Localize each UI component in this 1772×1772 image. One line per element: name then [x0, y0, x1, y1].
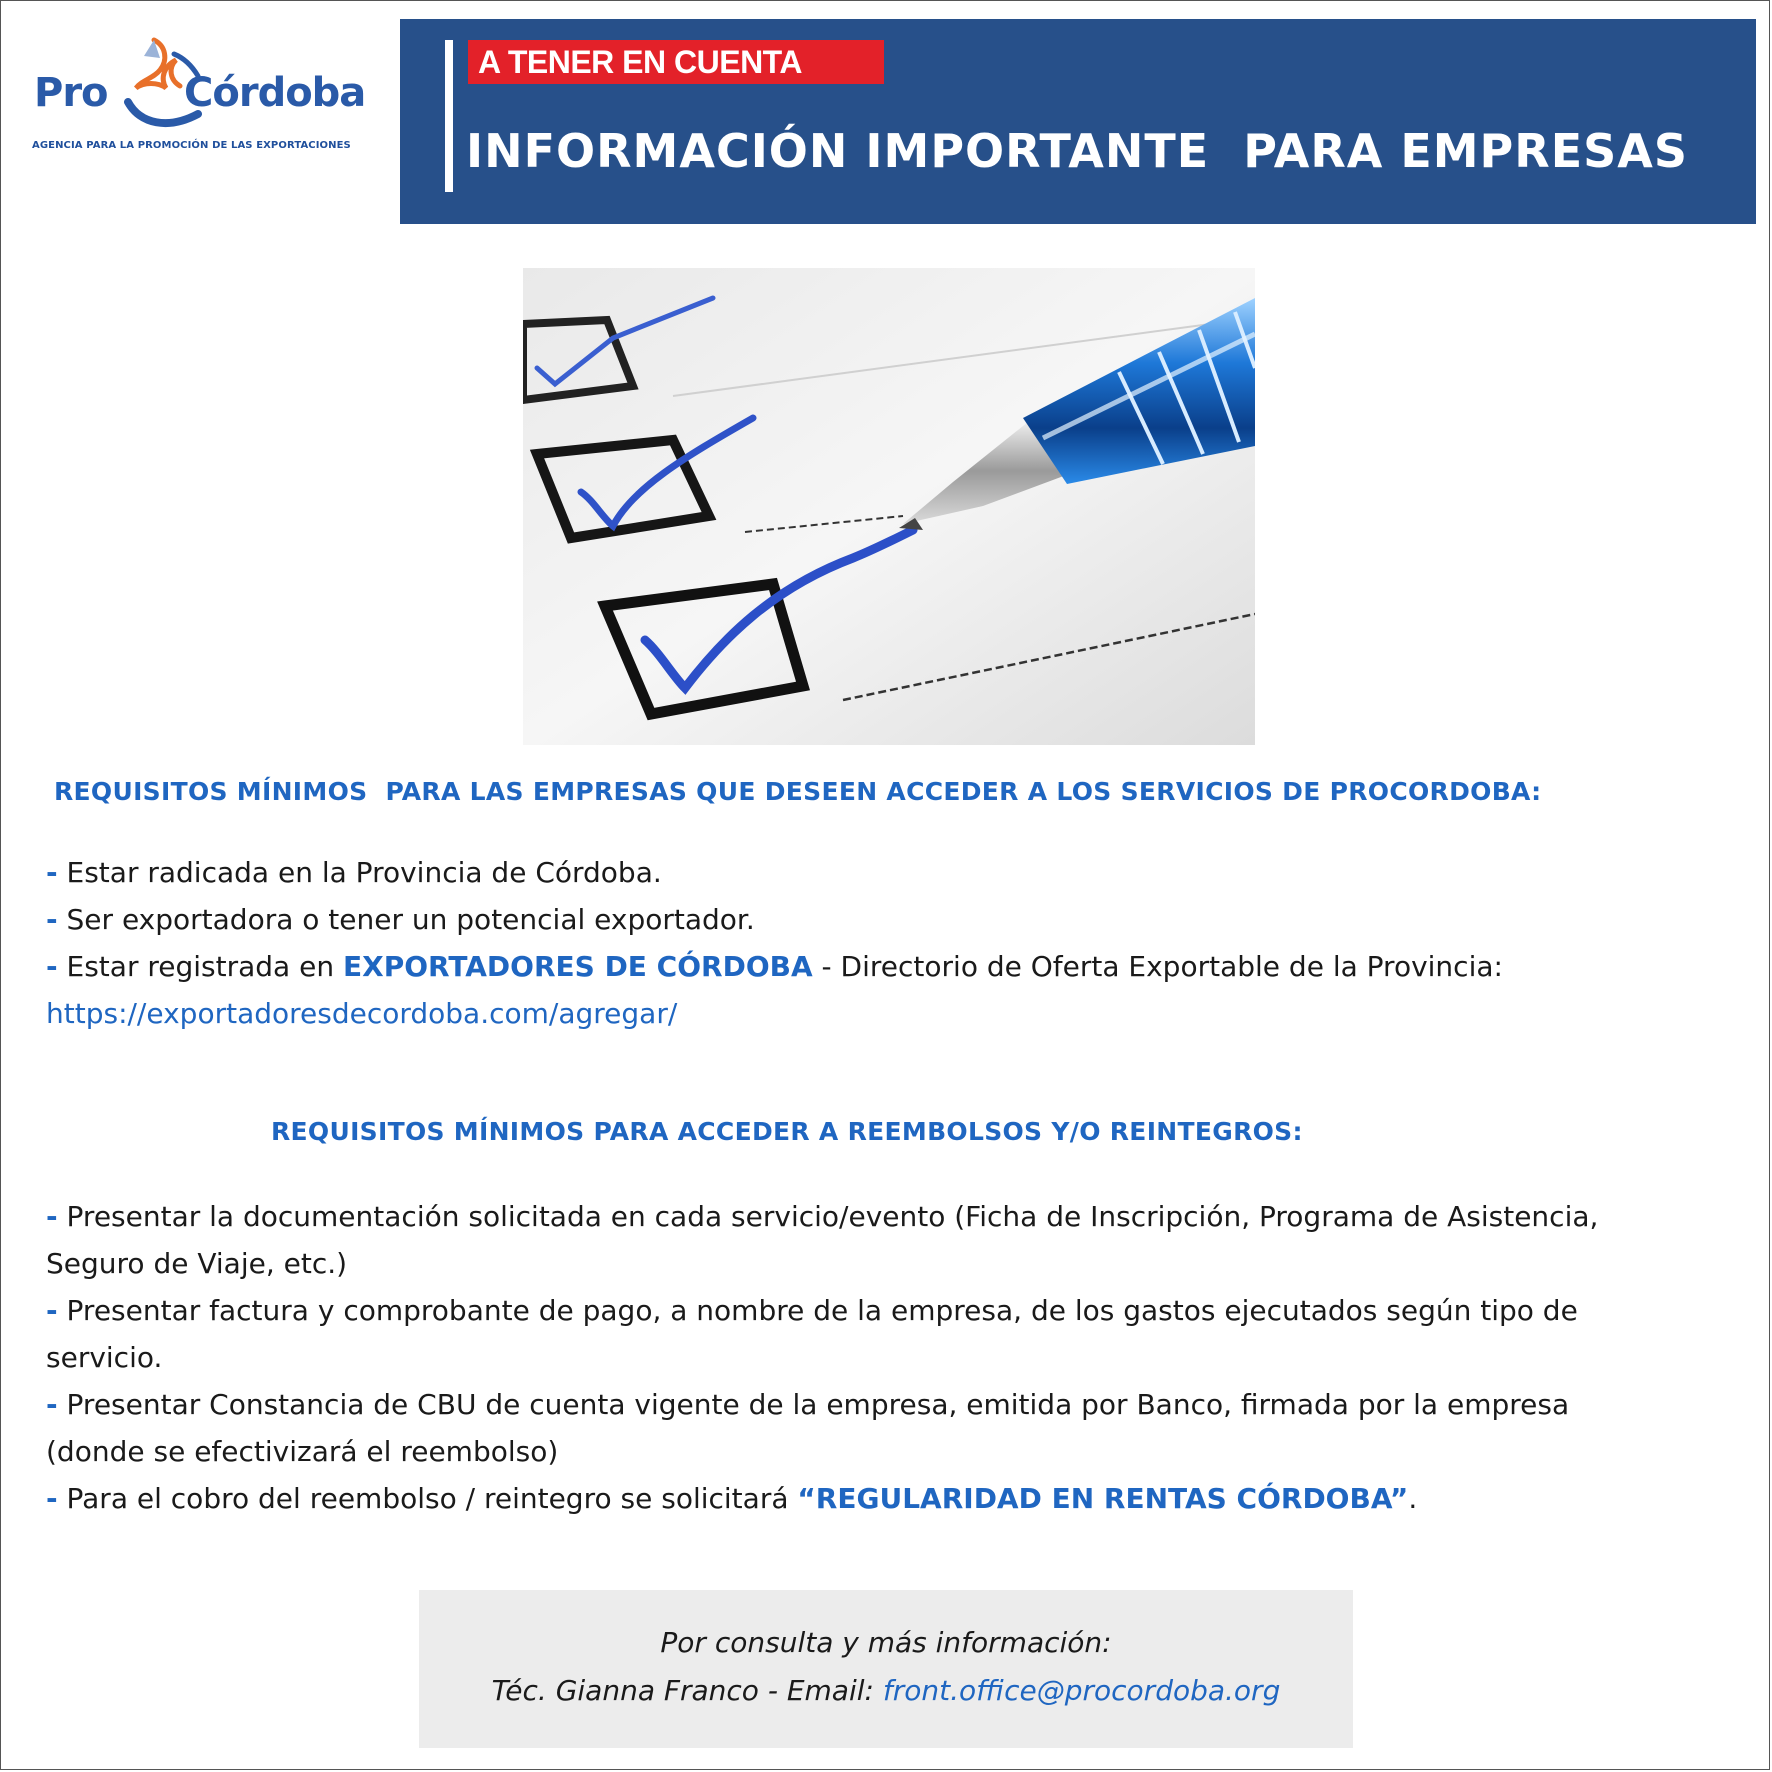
contact-email-link[interactable]: front.office@procordoba.org [882, 1674, 1281, 1707]
list-item-text: Estar registrada en [57, 950, 343, 983]
list-item-continuation: servicio. [46, 1341, 163, 1374]
list-item [46, 1193, 1598, 1240]
list-bullet: - [46, 950, 58, 983]
list-item-text: Para el cobro del reembolso / reintegro se solicitará [57, 1482, 798, 1515]
contact-name: Téc. Gianna Franco - Email: [491, 1674, 883, 1707]
list-item [46, 1287, 1578, 1334]
contact-details [419, 1674, 1353, 1707]
list-item-continuation: Seguro de Viaje, etc.) [46, 1247, 348, 1280]
list-bullet: - [46, 1200, 58, 1233]
register-link[interactable]: https://exportadoresdecordoba.com/agregar/ [46, 997, 678, 1030]
list-item-text: Ser exportadora o tener un potencial exportador. [57, 903, 755, 936]
header-divider [445, 40, 453, 192]
page-title: INFORMACIÓN IMPORTANTE PARA EMPRESAS [466, 124, 1688, 178]
exportadores-highlight: EXPORTADORES DE CÓRDOBA [342, 950, 813, 983]
list-item-continuation: (donde se efectivizará el reembolso) [46, 1435, 559, 1468]
list-item [46, 943, 1503, 990]
checklist-pen-image [523, 268, 1255, 745]
list-item-text: . [1408, 1482, 1418, 1515]
list-item-text: Presentar Constancia de CBU de cuenta vigente de la empresa, emitida por Banco, firmada por la empresa [57, 1388, 1570, 1421]
section-title-services: REQUISITOS MÍNIMOS PARA LAS EMPRESAS QUE DESEEN ACCEDER A LOS SERVICIOS DE PROCORDOBA: [54, 777, 1542, 806]
list-item-text: Estar radicada en la Provincia de Córdoba. [57, 856, 662, 889]
list-item-text: - Directorio de Oferta Exportable de la Provincia: [812, 950, 1503, 983]
logo-tagline: AGENCIA PARA LA PROMOCIÓN DE LAS EXPORTACIONES [32, 140, 351, 151]
list-bullet: - [46, 1294, 58, 1327]
header-tag: A TENER EN CUENTA [468, 40, 884, 84]
list-item [46, 849, 662, 896]
list-item [46, 896, 755, 943]
procordoba-logo [28, 36, 368, 166]
logo-word-cordoba: Córdoba [184, 70, 366, 116]
list-bullet: - [46, 1482, 58, 1515]
contact-box [419, 1590, 1353, 1748]
register-link-line [46, 990, 677, 1037]
list-item [46, 1475, 1417, 1522]
section-title-reimbursements: REQUISITOS MÍNIMOS PARA ACCEDER A REEMBOLSOS Y/O REINTEGROS: [271, 1117, 1303, 1146]
logo-word-pro: Pro [34, 70, 108, 116]
list-item-text: Presentar factura y comprobante de pago, a nombre de la empresa, de los gastos ejecutados según tipo de [57, 1294, 1578, 1327]
list-item-text: Presentar la documentación solicitada en cada servicio/evento (Ficha de Inscripción, Programa de Asistencia, [57, 1200, 1599, 1233]
rentas-highlight: “REGULARIDAD EN RENTAS CÓRDOBA” [797, 1482, 1409, 1515]
contact-heading: Por consulta y más información: [660, 1626, 1112, 1659]
list-bullet: - [46, 856, 58, 889]
list-bullet: - [46, 1388, 58, 1421]
list-item [46, 1381, 1569, 1428]
list-bullet: - [46, 903, 58, 936]
